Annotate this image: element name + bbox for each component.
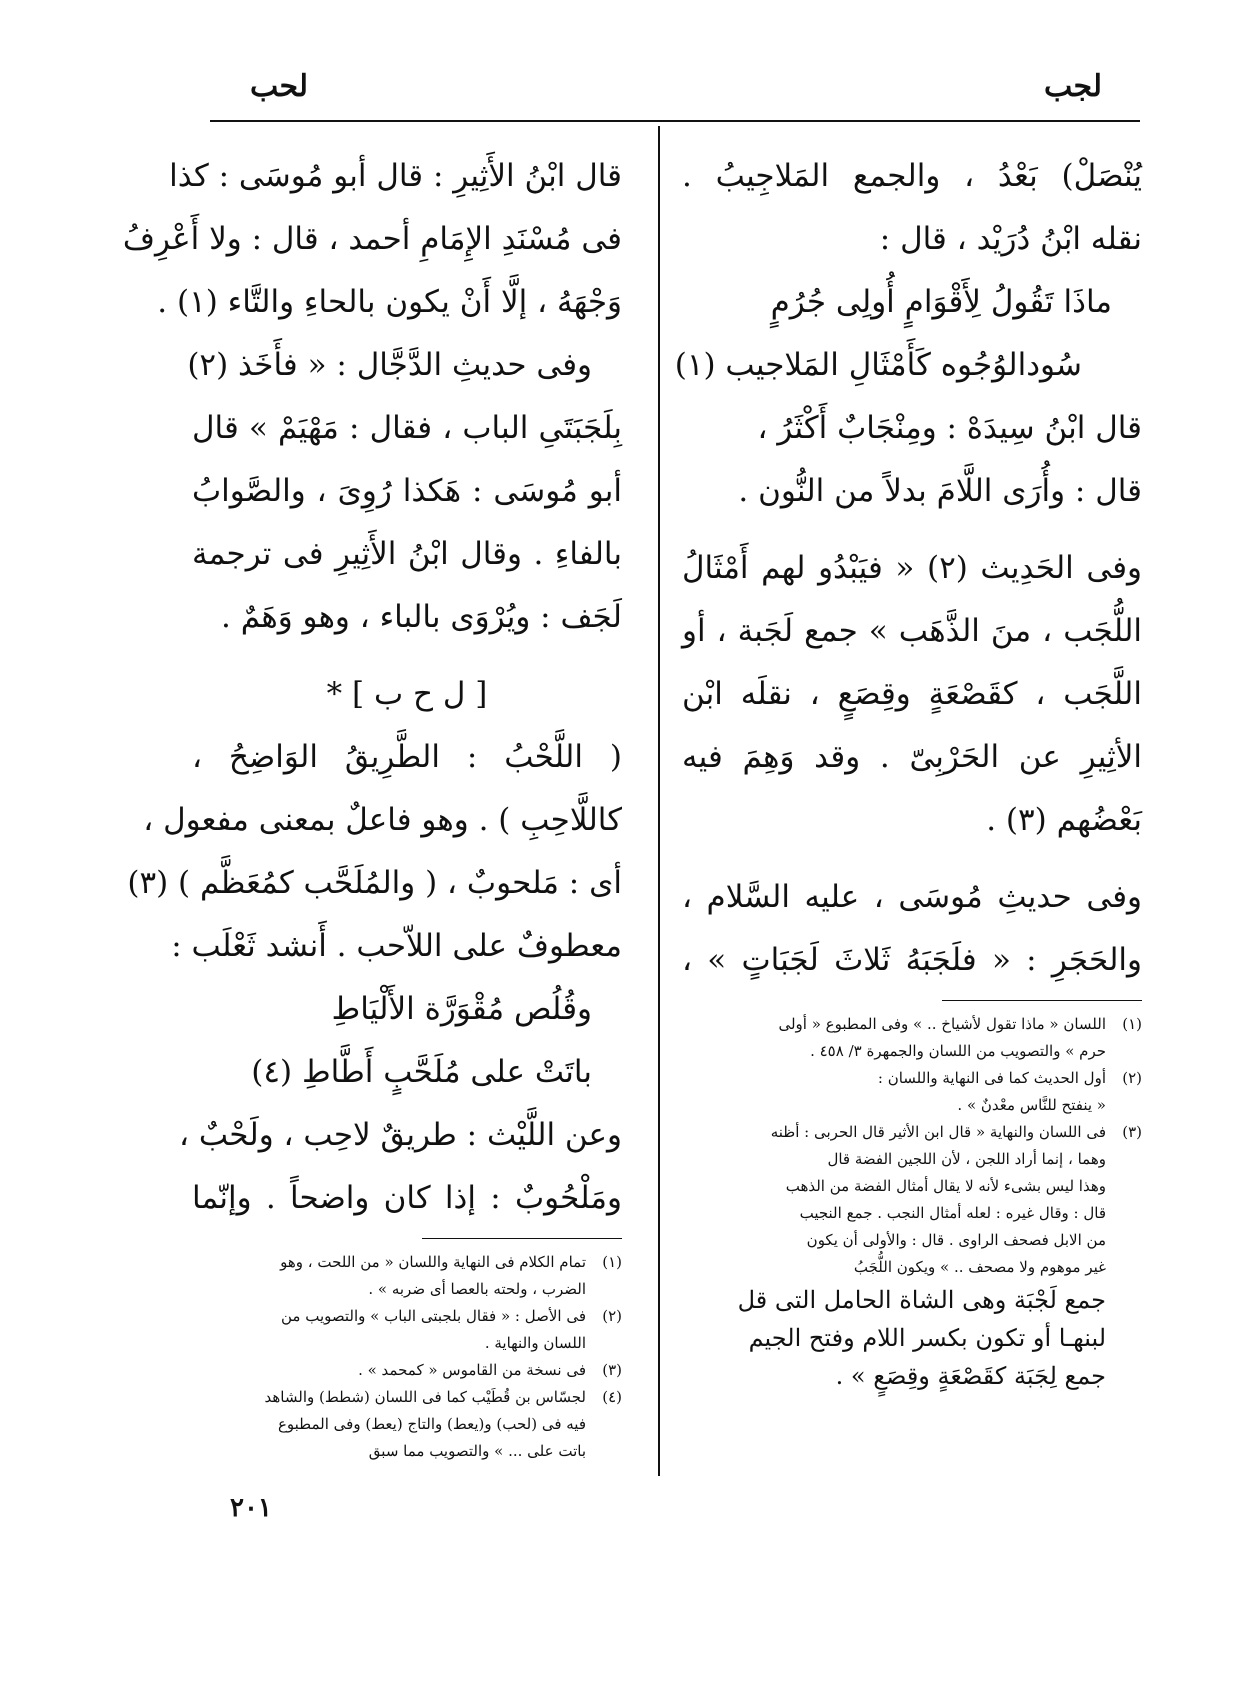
footnote	[192, 1249, 622, 1303]
text-line: قال ابْنُ الأَثِيرِ : قال أبو مُوسَى : كذا	[169, 158, 622, 194]
verse-line: باتَتْ على مُلَحَّبٍ أَطَّاطِ (٤)	[251, 1054, 592, 1090]
footnote-line: فى الأصل : « فقال بلجبتى الباب » والتصويب من	[281, 1307, 586, 1325]
footnote-line: من الابل فصحف الراوى . قال : والأولى أن يكون	[806, 1231, 1106, 1249]
footnote-line: فيه فى (لحب) و(يعط) والتاج (يعط) وفى المطبوع	[277, 1415, 586, 1433]
text-line: لَجَف : ويُرْوَى بالباء ، وهو وَهَمٌ .	[221, 599, 622, 635]
footnote-line: الضرب ، ولحته بالعصا أى ضربه » .	[368, 1280, 586, 1298]
footnote	[192, 1303, 622, 1357]
footnote-rule	[942, 1000, 1142, 1001]
footnote-line: تمام الكلام فى النهاية واللسان « من اللحت ، وهو	[280, 1253, 586, 1271]
footnote-number: (١)	[1122, 1015, 1142, 1033]
verse-line: سُودالوُجُوه كَأَمْثَالِ المَلاجيب (١)	[674, 347, 1082, 383]
footnote-line: قال : وقال غيره : لعله أمثال النجب . جمع النجيب	[799, 1204, 1106, 1222]
text-line: اللَّجَب ، كقَصْعَةٍ وقِصَعٍ ، نقلَه ابْن	[682, 676, 1142, 712]
left-column	[122, 145, 622, 1465]
right-column	[674, 145, 1143, 1395]
header-entry-left: لحب	[250, 69, 308, 104]
text-line: وفى حديثِ الدَّجَّال : « فأَخَذ (٢)	[187, 347, 592, 383]
text-line: بَعْضُهم (٣) .	[986, 802, 1142, 838]
footnote-line: وهما ، إنما أراد اللجن ، لأن اللجين الفضة قال	[827, 1150, 1106, 1168]
text-line: فى مُسْنَدِ الإِمَامِ أحمد ، قال : ولا أَعْرِفُ	[122, 221, 622, 257]
footnote	[682, 1119, 1142, 1395]
text-line: وفى الحَدِيث (٢) « فيَبْدُو لهم أَمْثَالُ	[682, 550, 1143, 586]
column-divider	[658, 126, 660, 1476]
footnote-number: (٤)	[602, 1388, 622, 1406]
footnote-rule	[422, 1238, 622, 1239]
text-line: بِلَجَبَتَىِ الباب ، فقال : مَهْيَمْ » قال	[192, 410, 622, 446]
footnote-line: باتت على ... » والتصويب مما سبق	[368, 1442, 586, 1460]
footnote	[192, 1384, 622, 1465]
footnote-line: « ينفتح للنَّاس معْدنٌ » .	[957, 1096, 1106, 1114]
header-rule	[210, 120, 1140, 122]
text-line: معطوفٌ على اللاّحب . أَنشد ثَعْلَب :	[171, 928, 622, 964]
text-line: اللُّجَب ، منَ الذَّهَب » جمع لَجَبة ، أو	[682, 613, 1142, 649]
header-entry-right: لجب	[1044, 69, 1102, 104]
text-line: وفى حديثِ مُوسَى ، عليه السَّلام ،	[682, 879, 1142, 915]
footnote	[192, 1357, 622, 1384]
text-line: أبو مُوسَى : هَكذا رُوِىَ ، والصَّوابُ	[192, 473, 622, 509]
footnote-number: (٣)	[1122, 1123, 1142, 1141]
footnote-line: لبنهـا أو تكون بكسر اللام وفتح الجيم	[748, 1324, 1106, 1352]
text-line: والحَجَرِ : « فلَجَبَهُ ثَلاثَ لَجَبَاتٍ » ،	[682, 942, 1142, 978]
footnote-line: لجسّاس بن قُطَيْب كما فى اللسان (شطط) والشاهد	[264, 1388, 586, 1406]
footnote-line: وهذا ليس بشىء لأنه لا يقال أمثال الفضة من الذهب	[785, 1177, 1106, 1195]
section-heading: [ ل ح ب ] *	[326, 676, 488, 712]
footnote-line: حرم » والتصويب من اللسان والجمهرة ٣/ ٤٥٨ .	[810, 1042, 1106, 1060]
page-number: ٢٠١	[230, 1493, 272, 1523]
text-line: ومَلْحُوبٌ : إذا كان واضحاً . وإنّما	[192, 1180, 622, 1216]
footnote	[682, 1065, 1142, 1119]
text-line: قال : وأُرَى اللَّامَ بدلاً من النُّون .	[738, 473, 1142, 509]
text-line: نقله ابْنُ دُرَيْد ، قال :	[879, 221, 1142, 257]
footnote-line: جمع لَجْبَة وهى الشاة الحامل التى قل	[737, 1286, 1106, 1314]
footnote-line: غير موهوم ولا مصحف .. » ويكون اللُّجَبُ	[853, 1258, 1106, 1276]
footnote-line: اللسان « ماذا تقول لأشياخ .. » وفى المطبوع « أولى	[778, 1015, 1106, 1033]
footnote-line: جمع لِجَبَة كقَصْعَةٍ وقِصَعٍ » .	[835, 1362, 1106, 1390]
footnote-line: فى اللسان والنهاية « قال ابن الأثير قال الحربى : أظنه	[770, 1123, 1106, 1141]
text-line: يُنْصَلْ) بَعْدُ ، والجمع المَلاجِيبُ .	[682, 158, 1142, 194]
text-line: الأثِيرِ عن الحَرْبِىّ . وقد وَهِمَ فيه	[682, 739, 1142, 775]
footnote-number: (٢)	[602, 1307, 622, 1325]
verse-line: ماذَا تَقُولُ لِأَقْوَامٍ أُولِى جُرُمٍ	[770, 284, 1112, 320]
text-line: وَجْهَهُ ، إلَّا أَنْ يكون بالحاءِ والتَّاء (١) .	[157, 284, 622, 320]
footnote-line: فى نسخة من القاموس « كمحمد » .	[358, 1361, 586, 1379]
footnote-number: (١)	[602, 1253, 622, 1271]
text-line: قال ابْنُ سِيدَهْ : ومِنْجَابٌ أَكْثَرُ ،	[757, 410, 1142, 446]
footnote-number: (٢)	[1122, 1069, 1142, 1087]
text-line: كاللَّاحِبِ ) . وهو فاعلٌ بمعنى مفعول ،	[143, 802, 622, 838]
text-line: أى : مَلحوبٌ ، ( والمُلَحَّب كمُعَظَّم ) (٣)	[127, 865, 622, 901]
text-line: بالفاءِ . وقال ابْنُ الأَثِيرِ فى ترجمة	[192, 536, 622, 572]
text-line: وعن اللَّيْث : طريقٌ لاحِب ، ولَحْبٌ ،	[178, 1117, 622, 1153]
footnote-number: (٣)	[602, 1361, 622, 1379]
footnote-line: أول الحديث كما فى النهاية واللسان :	[877, 1069, 1106, 1087]
footnote-line: اللسان والنهاية .	[484, 1334, 586, 1352]
verse-line: وقُلُص مُقْوَرَّة الأَلْيَاطِ	[331, 991, 592, 1027]
footnote	[682, 1011, 1142, 1065]
text-line: ( اللَّحْبُ : الطَّرِيقُ الوَاضِحُ ،	[192, 739, 622, 775]
